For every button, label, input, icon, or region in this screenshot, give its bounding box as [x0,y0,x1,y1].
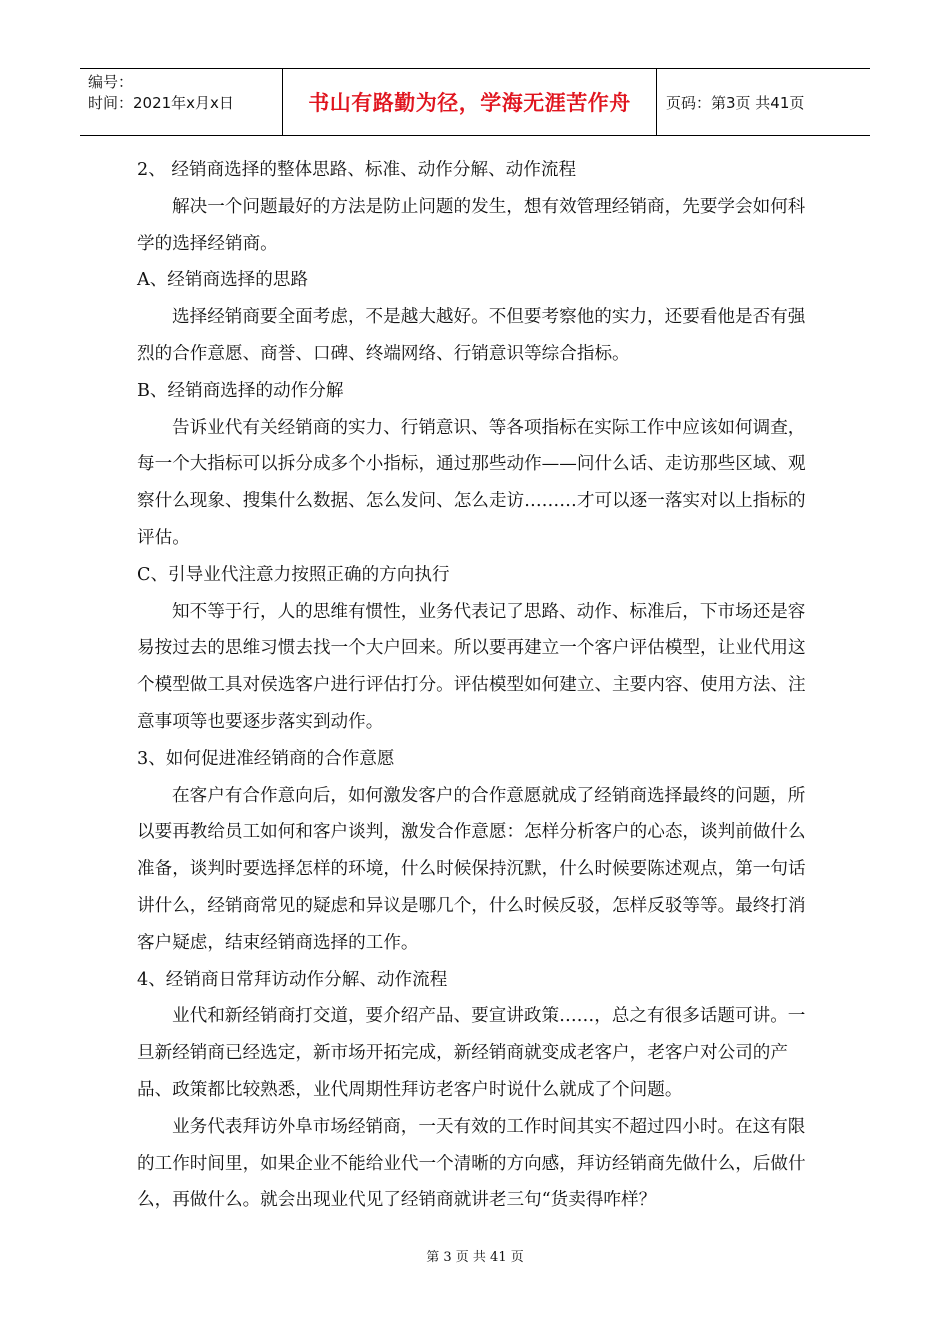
body-paragraph: 解决一个问题最好的方法是防止问题的发生，想有效管理经销商，先要学会如何科学的选择经销商。 [137,196,806,254]
section-heading-2: 2、 经销商选择的整体思路、标准、动作分解、动作流程 [137,160,577,180]
body-paragraph: 业代和新经销商打交道，要介绍产品、要宣讲政策……，总之有很多话题可讲。一旦新经销商已经选定，新市场开拓完成，新经销商就变成老客户，老客户对公司的产品、政策都比较熟悉，业代周期性拜访老客户时说什么就成了个问题。 [137,1006,806,1100]
subsection-heading-b: B、经销商选择的动作分解 [137,380,344,401]
subsection-heading-c: C、引导业代注意力按照正确的方向执行 [137,564,450,585]
header-motto: 书山有路勤为径，学海无涯苦作舟 [282,69,657,135]
section-heading-4: 4、经销商日常拜访动作分解、动作流程 [137,969,448,990]
header-meta-cell [80,69,282,135]
body-paragraph: 业务代表拜访外阜市场经销商，一天有效的工作时间其实不超过四小时。在这有限的工作时间里，如果企业不能给业代一个清晰的方向感，拜访经销商先做什么，后做什么，再做什么。就会出现业代见了经销商就讲老三句“货卖得咋样？ [137,1116,806,1211]
body-paragraph: 选择经销商要全面考虑，不是越大越好。不但要考察他的实力，还要看他是否有强烈的合作意愿、商誉、口碑、终端网络、行销意识等综合指标。 [137,307,806,364]
body-paragraph: 告诉业代有关经销商的实力、行销意识、等各项指标在实际工作中应该如何调查，每一个大指标可以拆分成多个小指标，通过那些动作——问什么话、走访那些区域、观察什么现象、搜集什么数据、怎么发问、怎么走访………才可以逐一落实对以上指标的评估。 [137,417,806,548]
header-page-label: 页码：第3页 共41页 [666,93,805,112]
page-footer: 第 3 页 共 41 页 [426,1250,524,1265]
document-body [137,152,817,1219]
document-time-label: 时间：2021年x月x日 [88,94,234,112]
body-paragraph: 知不等于行，人的思维有惯性，业务代表记了思路、动作、标准后，下市场还是容易按过去的思维习惯去找一个大户回来。所以要再建立一个客户评估模型，让业代用这个模型做工具对侯选客户进行评估打分。评估模型如何建立、主要内容、使用方法、注意事项等也要逐步落实到动作。 [137,601,806,732]
section-heading-3: 3、如何促进准经销商的合作意愿 [137,748,395,769]
document-number-label: 编号： [88,73,134,91]
subsection-heading-a: A、经销商选择的思路 [137,270,309,291]
header-table [80,68,870,136]
body-paragraph: 在客户有合作意向后，如何激发客户的合作意愿就成了经销商选择最终的问题，所以要再教给员工如何和客户谈判，激发合作意愿：怎样分析客户的心态，谈判前做什么准备，谈判时要选择怎样的环境，什么时候保持沉默，什么时候要陈述观点，第一句话讲什么，经销商常见的疑虑和异议是哪几个，什么时候反驳，怎样反驳等等。最终打消客户疑虑，结束经销商选择的工作。 [137,785,806,953]
